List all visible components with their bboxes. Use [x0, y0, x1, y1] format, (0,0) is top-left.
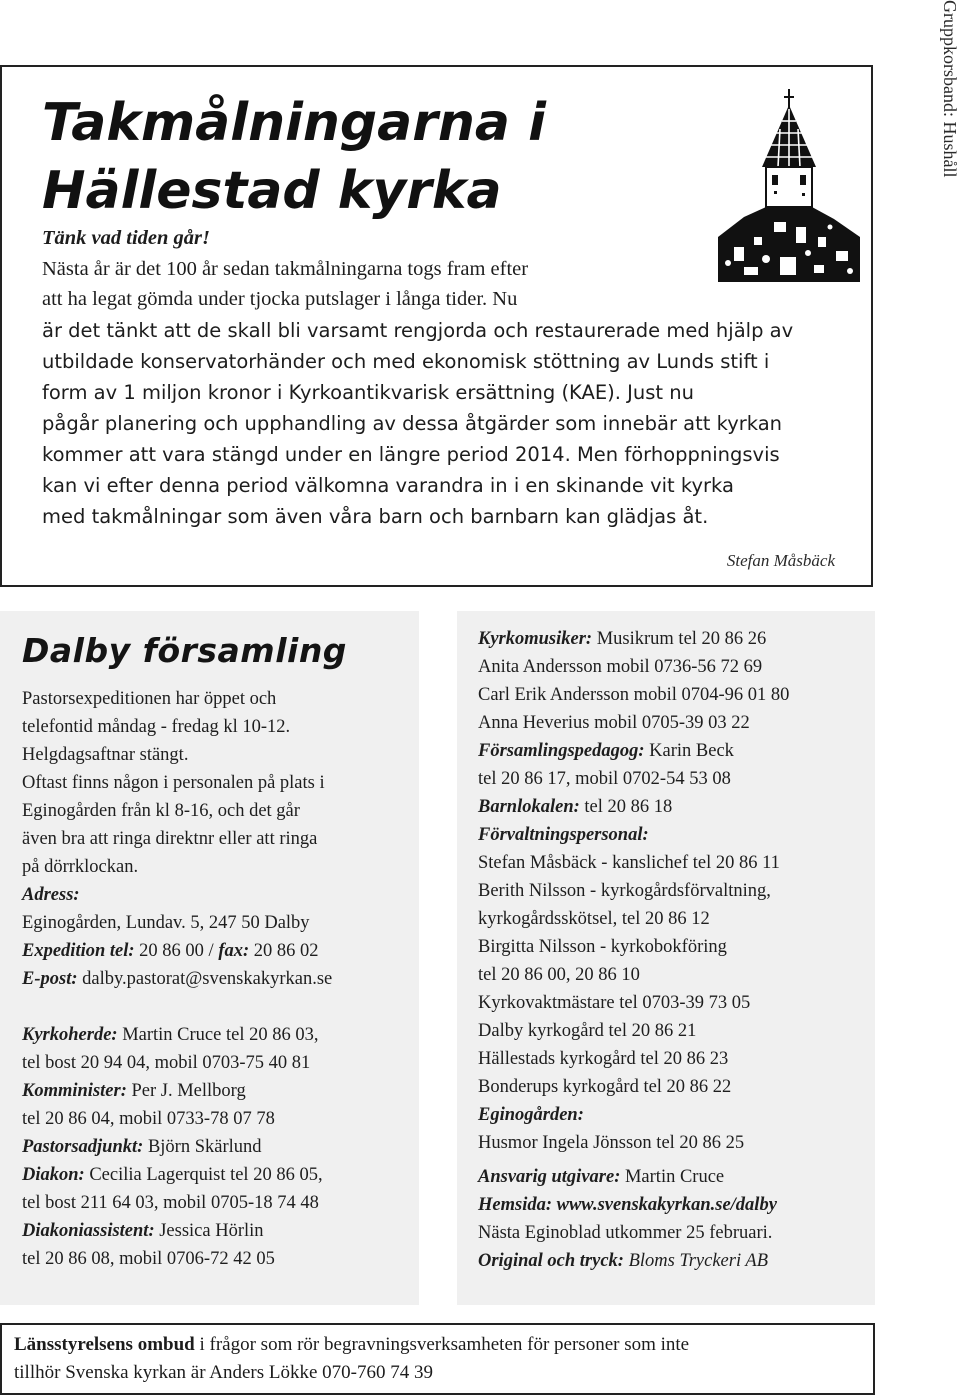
info-line: på dörrklockan.	[22, 857, 139, 877]
printer-value: Bloms Tryckeri AB	[623, 1251, 768, 1271]
pedagog-value: Karin Beck	[644, 741, 734, 761]
title-line-2: Hällestad kyrka	[42, 161, 502, 221]
contacts-list	[478, 625, 789, 1157]
body-line-1: är det tänkt att de skall bli varsamt rengjorda och restaurerade med hjälp av	[42, 319, 794, 342]
fax-value: 20 86 02	[249, 941, 319, 961]
lead-line-2: att ha legat gömda under tjocka putslager i långa tider. Nu	[42, 288, 518, 310]
info-line: Oftast finns någon i personalen på plats i	[22, 773, 325, 793]
article-tagline: Tänk vad tiden går!	[42, 227, 210, 249]
edge-label-text: Gruppkorsband: Hushåll	[940, 0, 960, 178]
staff-list	[22, 1021, 323, 1273]
diakoniassistent-line	[22, 1217, 323, 1245]
info-line: Eginogården från kl 8-16, och det går	[22, 801, 300, 821]
lead-line-1: Nästa år är det 100 år sedan takmålningarna togs fram efter	[42, 257, 529, 280]
pedagog-line	[478, 737, 789, 765]
parish-info	[22, 685, 332, 993]
next-issue: Nästa Eginoblad utkommer 25 februari.	[478, 1223, 773, 1243]
address-label: Adress:	[22, 885, 80, 905]
kyrkomusiker-value: Musikrum tel 20 86 26	[592, 629, 767, 649]
diakon-value: Cecilia Lagerquist tel 20 86 05,	[84, 1165, 323, 1185]
article-lead	[42, 223, 842, 315]
ombud-text	[14, 1331, 864, 1387]
info-line: telefontid måndag - fredag kl 10-12.	[22, 717, 291, 737]
barnlokalen-value: tel 20 86 18	[579, 797, 673, 817]
info-line: även bra att ringa direktnr eller att ringa	[22, 829, 318, 849]
kyrkoherde-line	[22, 1021, 323, 1049]
egino-label: Eginogården:	[478, 1105, 584, 1125]
body-line-6: kan vi efter denna period välkomna varandra in i en skinande vit kyrka	[42, 474, 734, 497]
title-line-1: Takmålningarna i	[42, 93, 546, 153]
parish-panel	[0, 611, 419, 1305]
forvaltning-line: tel 20 86 00, 20 86 10	[478, 965, 640, 985]
printer-label: Original och tryck:	[478, 1251, 624, 1271]
printer-line	[478, 1247, 777, 1275]
kyrkoherde-value: Martin Cruce tel 20 86 03,	[117, 1025, 319, 1045]
body-line-3: form av 1 miljon kronor i Kyrkoantikvarisk ersättning (KAE). Just nu	[42, 381, 694, 404]
kyrkomusiker-label: Kyrkomusiker:	[478, 629, 593, 649]
utgivare-value: Martin Cruce	[620, 1167, 725, 1187]
info-line: Pastorsexpeditionen har öppet och	[22, 689, 277, 709]
publisher-info	[478, 1163, 777, 1275]
barnlokalen-line	[478, 793, 789, 821]
egino-value: Husmor Ingela Jönsson tel 20 86 25	[478, 1133, 745, 1153]
komminister-label: Komminister:	[22, 1081, 127, 1101]
ombud-line-1	[14, 1331, 864, 1359]
ombud-label: Länsstyrelsens ombud	[14, 1334, 195, 1355]
diakoniassistent-label: Diakoniassistent:	[22, 1221, 155, 1241]
address-value: Eginogården, Lundav. 5, 247 50 Dalby	[22, 913, 310, 933]
parish-title: Dalby församling	[22, 631, 347, 670]
email-label: E-post:	[22, 969, 78, 989]
email-link[interactable]: dalby.pastorat@svenskakyrkan.se	[77, 969, 333, 989]
barnlokalen-label: Barnlokalen:	[478, 797, 580, 817]
forvaltning-line: Hällestads kyrkogård tel 20 86 23	[478, 1049, 729, 1069]
website-link[interactable]: Hemsida: www.svenskakyrkan.se/dalby	[478, 1195, 777, 1215]
article-body	[42, 315, 862, 532]
pastorsadjunkt-label: Pastorsadjunkt:	[22, 1137, 144, 1157]
body-line-2: utbildade konservatorhänder och med ekonomisk stöttning av Lunds stift i	[42, 350, 770, 373]
info-line: Helgdagsaftnar stängt.	[22, 745, 189, 765]
diakoniassistent-value: Jessica Hörlin	[154, 1221, 264, 1241]
utgivare-label: Ansvarig utgivare:	[478, 1167, 621, 1187]
forvaltning-line: Birgitta Nilsson - kyrkobokföring	[478, 937, 727, 957]
pastorsadjunkt-line	[22, 1133, 323, 1161]
komminister-line-2: tel 20 86 04, mobil 0733-78 07 78	[22, 1109, 275, 1129]
body-line-7: med takmålningar som även våra barn och barnbarn kan glädjas åt.	[42, 505, 709, 528]
fax-label: fax:	[218, 941, 250, 961]
article-byline: Stefan Måsbäck	[726, 551, 835, 570]
forvaltning-line: Dalby kyrkogård tel 20 86 21	[478, 1021, 697, 1041]
forvaltning-line: Stefan Måsbäck - kanslichef tel 20 86 11	[478, 853, 780, 873]
body-line-4: pågår planering och upphandling av dessa åtgärder som innebär att kyrkan	[42, 412, 783, 435]
diakon-line-2: tel bost 211 64 03, mobil 0705-18 74 48	[22, 1193, 319, 1213]
body-line-5: kommer att vara stängd under en längre period 2014. Men förhoppningsvis	[42, 443, 780, 466]
komminister-value: Per J. Mellborg	[126, 1081, 246, 1101]
musiker-line: Anna Heverius mobil 0705-39 03 22	[478, 713, 750, 733]
forvaltning-line: Berith Nilsson - kyrkogårdsförvaltning,	[478, 881, 771, 901]
edge-label	[940, 0, 960, 240]
kyrkoherde-label: Kyrkoherde:	[22, 1025, 118, 1045]
kyrkomusiker-line	[478, 625, 789, 653]
ombud-line-1-rest: i frågor som rör begravningsverksamheten för personer som inte	[194, 1334, 690, 1355]
kyrkoherde-line-2: tel bost 20 94 04, mobil 0703-75 40 81	[22, 1053, 311, 1073]
pedagog-label: Församlingspedagog:	[478, 741, 645, 761]
contacts-panel	[457, 611, 875, 1305]
diakon-line	[22, 1161, 323, 1189]
expedition-label: Expedition tel:	[22, 941, 135, 961]
komminister-line	[22, 1077, 323, 1105]
forvaltning-line: Bonderups kyrkogård tel 20 86 22	[478, 1077, 732, 1097]
forvaltning-label: Förvaltningspersonal:	[478, 825, 649, 845]
expedition-tel: 20 86 00 /	[134, 941, 219, 961]
pastorsadjunkt-value: Björn Skärlund	[143, 1137, 262, 1157]
article-box	[0, 65, 873, 587]
pedagog-line-2: tel 20 86 17, mobil 0702-54 53 08	[478, 769, 731, 789]
musiker-line: Carl Erik Andersson mobil 0704-96 01 80	[478, 685, 790, 705]
utgivare-line	[478, 1163, 777, 1191]
diakon-label: Diakon:	[22, 1165, 85, 1185]
musiker-line: Anita Andersson mobil 0736-56 72 69	[478, 657, 763, 677]
email-line	[22, 965, 332, 993]
expedition-line	[22, 937, 332, 965]
diakoniassistent-line-2: tel 20 86 08, mobil 0706-72 42 05	[22, 1249, 275, 1269]
ombud-note	[0, 1323, 875, 1395]
article-title	[42, 89, 602, 225]
forvaltning-line: kyrkogårdsskötsel, tel 20 86 12	[478, 909, 710, 929]
forvaltning-line: Kyrkovaktmästare tel 0703-39 73 05	[478, 993, 751, 1013]
ombud-line-2: tillhör Svenska kyrkan är Anders Lökke 070-760 74 39	[14, 1362, 433, 1383]
